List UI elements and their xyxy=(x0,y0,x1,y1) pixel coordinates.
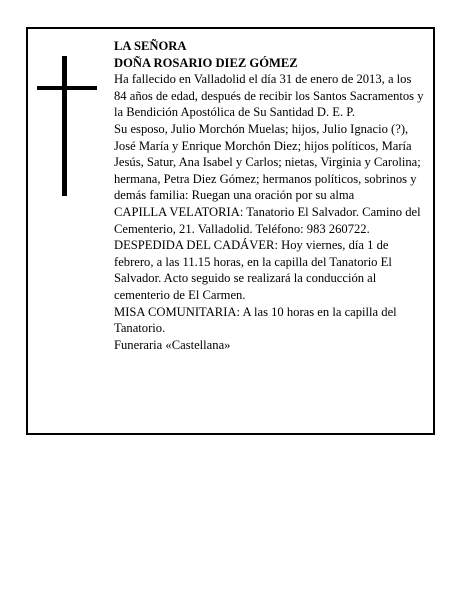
cross-horizontal-bar xyxy=(37,86,97,90)
chapel-paragraph xyxy=(114,204,424,237)
chapel-label: CAPILLA VELATORIA: xyxy=(114,204,244,219)
mass-text: A las 10 horas en la capilla del Tanatorio. xyxy=(114,304,397,336)
mass-paragraph xyxy=(114,304,424,337)
farewell-paragraph xyxy=(114,237,424,303)
family-paragraph: Su esposo, Julio Morchón Muelas; hijos, Julio Ignacio (?), José María y Enrique Morchón Diez; hijos políticos, María Jesús, Satur, Ana Isabel y Carlos; nietas, Virginia y Carolina; hermana, Petra Diez Gómez; hermanos políticos, sobrinos y demás familia: Ruegan una oración por su alma xyxy=(114,121,421,203)
farewell-text: Hoy viernes, día 1 de febrero, a las 11.15 horas, en la capilla del Tanatorio El Salvador. Acto seguido se realizará la conducción al cementerio de El Carmen. xyxy=(114,238,392,302)
farewell-label: DESPEDIDA DEL CADÁVER: xyxy=(114,238,278,253)
chapel-text: Tanatorio El Salvador. Camino del Cementerio, 21. Valladolid. Teléfono: 983 260722. xyxy=(114,204,421,236)
cross-vertical-bar xyxy=(62,56,67,196)
funeral-home: Funeraria «Castellana» xyxy=(114,337,231,352)
notice-heading: LA SEÑORA xyxy=(114,39,187,53)
obituary-text xyxy=(114,38,424,353)
cross-icon xyxy=(37,56,97,196)
mass-label: MISA COMUNITARIA: xyxy=(114,304,240,319)
death-paragraph: Ha fallecido en Valladolid el día 31 de enero de 2013, a los 84 años de edad, después de recibir los Santos Sacramentos y la Bendición Apostólica de Su Santidad D. E. P. xyxy=(114,72,424,120)
deceased-name: DOÑA ROSARIO DIEZ GÓMEZ xyxy=(114,55,298,70)
